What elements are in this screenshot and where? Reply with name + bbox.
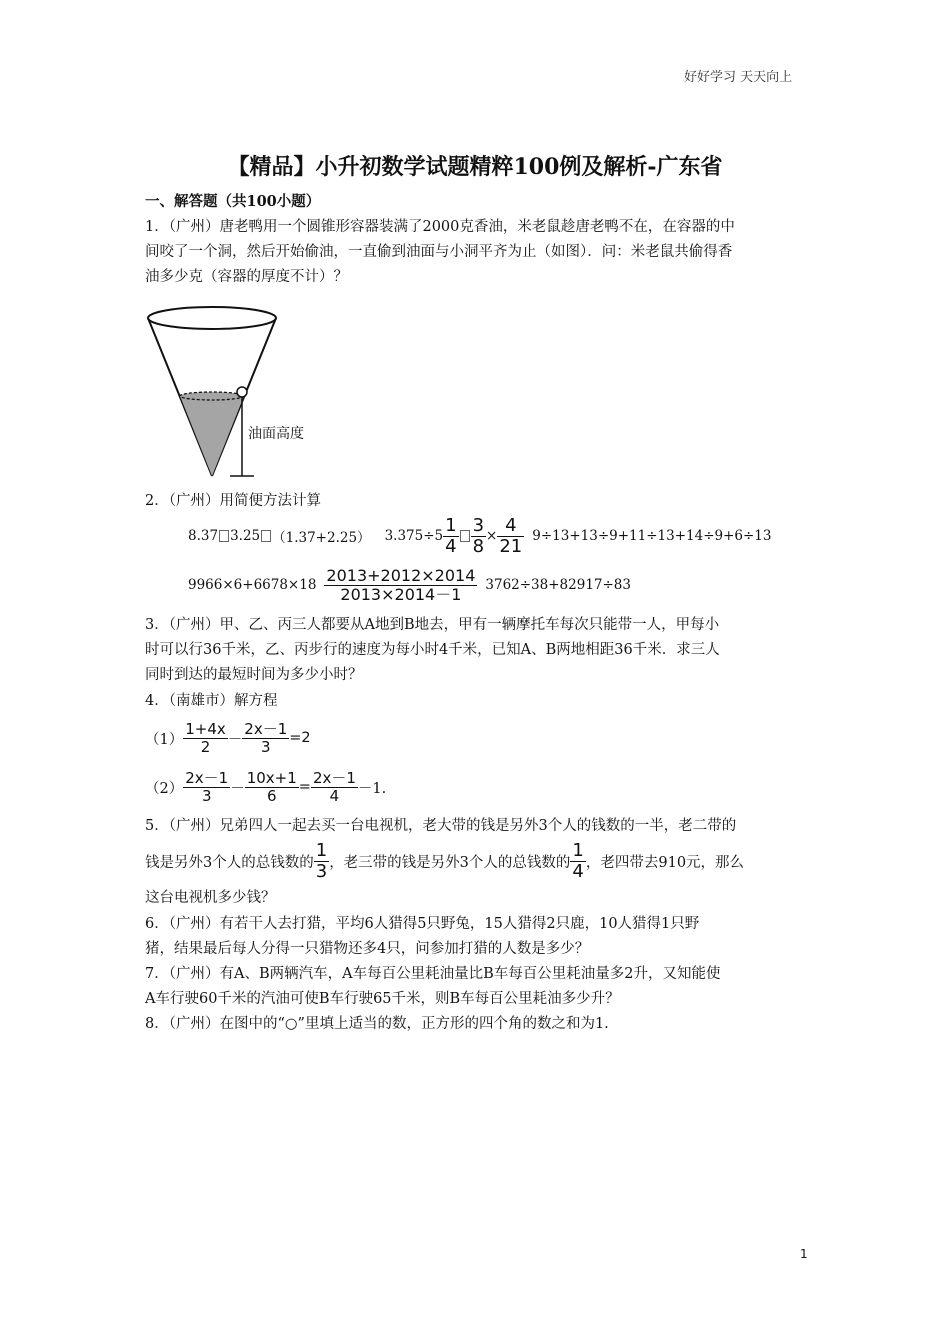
q2-expr3: 9÷13+13÷9+11÷13+14÷9+6÷13 xyxy=(532,528,772,544)
q1-line1: 1．（广州）唐老鸭用一个圆锥形容器装满了2000克香油，米老鼠趁唐老鸭不在，在容器的中 xyxy=(145,219,735,235)
q4-heading: 4．（南雄市）解方程 xyxy=(145,693,278,709)
header-motto: 好好学习 天天向上 xyxy=(684,70,793,85)
equals-sign: = xyxy=(298,779,311,795)
oil-fill xyxy=(180,396,244,476)
q2-row1 xyxy=(188,516,771,556)
fraction-3-8: $\frac{3}{8}$ xyxy=(472,514,485,557)
fraction-1-4: $\frac{1}{4}$ xyxy=(445,514,457,557)
q4-part1-label: （1） xyxy=(145,731,184,748)
q5-text-c: ，老四带去910元，那么 xyxy=(585,854,745,871)
q5-line3: 这台电视机多少钱？ xyxy=(145,890,276,906)
times-sign: × xyxy=(486,528,498,544)
missing-symbol-box xyxy=(460,530,470,542)
q3-line1: 3．（广州）甲、乙、丙三人都要从A地到B地去，甲有一辆摩托车每次只能带一人，甲每小 xyxy=(145,617,720,633)
minus-sign: － xyxy=(227,731,243,748)
fraction-2013-expression: $\frac{2013+2012\times 2014}{2013\times 2014-1}$ xyxy=(326,565,476,604)
hole-marker xyxy=(237,387,247,397)
equals-2: =2 xyxy=(289,730,311,746)
q3-line2: 时可以行36千米，乙、丙步行的速度为每小时4千米，已知A、B两地相距36千米．求三人 xyxy=(145,642,720,658)
q1-line3: 油多少克（容器的厚度不计）？ xyxy=(145,269,348,285)
q1-line2: 间咬了一个洞，然后开始偷油，一直偷到油面与小洞平齐为止（如图）．问：米老鼠共偷得香 xyxy=(145,244,733,260)
q2-expr1c: （1.37+2.25） xyxy=(272,530,371,546)
q6-line1: 6．（广州）有若干人去打猎，平均6人猎得5只野兔，15人猎得2只鹿，10人猎得1只野 xyxy=(145,916,700,932)
minus-one: －1. xyxy=(357,780,387,797)
page-number: 1 xyxy=(800,1247,808,1261)
fraction-4-21: $\frac{4}{21}$ xyxy=(499,514,523,557)
q5-line1: 5．（广州）兄弟四人一起去买一台电视机，老大带的钱是另外3个人的钱数的一半，老二带的 xyxy=(145,818,737,834)
section-heading: 一、解答题（共100小题） xyxy=(145,193,321,210)
q7-line1: 7．（广州）有A、B两辆汽车，A车每百公里耗油量比B车每百公里耗油量多2升，又知能使 xyxy=(145,966,721,982)
q8-line1: 8．（广州）在图中的“○”里填上适当的数，正方形的四个角的数之和为1. xyxy=(145,1016,609,1032)
q2-row2 xyxy=(188,564,631,606)
q7-line2: A车行驶60千米的汽油可使B车行驶65千米，则B车每百公里耗油多少升？ xyxy=(145,991,620,1007)
fraction-1-4x-over-2: $\frac{1+4x}{2}$ xyxy=(185,719,226,756)
fraction-2x-1-over-3: $\frac{2x-1}{3}$ xyxy=(244,719,288,756)
q5-line2 xyxy=(145,838,744,884)
fraction-2x-1-over-3: $\frac{2x-1}{3}$ xyxy=(185,768,229,805)
q2-expr4: 9966×6+6678×18 xyxy=(188,577,317,593)
missing-symbol-box xyxy=(219,530,229,542)
q3-line3: 同时到达的最短时间为多少小时？ xyxy=(145,667,363,683)
fraction-1-3: $\frac{1}{3}$ xyxy=(315,839,328,882)
q5-text-b: ，老三带的钱是另外3个人的总钱数的 xyxy=(329,854,571,871)
minus-sign: － xyxy=(230,780,245,797)
q4-equation2 xyxy=(145,766,386,808)
cone-figure xyxy=(140,300,320,485)
oil-surface xyxy=(180,392,244,400)
q2-expr2a: 3.375÷5 xyxy=(384,528,444,544)
q4-part2-label: （2） xyxy=(145,780,184,797)
fraction-1-4: $\frac{1}{4}$ xyxy=(572,839,584,882)
figure-label: 油面高度 xyxy=(248,426,304,442)
q4-equation1 xyxy=(145,718,311,758)
q2-expr5: 3762÷38+82917÷83 xyxy=(485,577,631,593)
missing-symbol-box xyxy=(261,530,271,542)
page-title: 【精品】小升初数学试题精粹100例及解析-广东省 xyxy=(227,154,723,180)
fraction-10x-1-over-6: $\frac{10x+1}{6}$ xyxy=(246,768,297,805)
fraction-2x-1-over-4: $\frac{2x-1}{4}$ xyxy=(312,768,356,805)
q5-text-a: 钱是另外3个人的总钱数的 xyxy=(145,854,314,871)
q6-line2: 猪，结果最后每人分得一只猎物还多4只，问参加打猎的人数是多少？ xyxy=(145,941,590,957)
cone-rim xyxy=(148,307,276,329)
q2-expr1b: 3.25 xyxy=(230,528,261,544)
q2-expr1a: 8.37 xyxy=(188,528,219,544)
q2-heading: 2．（广州）用简便方法计算 xyxy=(145,493,321,509)
